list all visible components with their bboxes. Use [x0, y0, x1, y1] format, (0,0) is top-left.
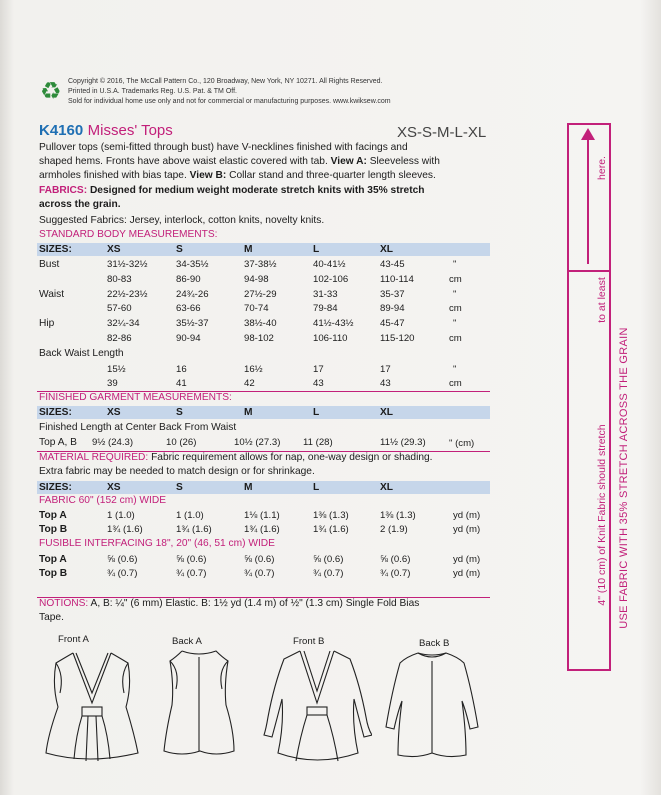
size-header-l: L: [313, 244, 320, 255]
body-measurements-heading: STANDARD BODY MEASUREMENTS:: [39, 229, 218, 240]
measure-cell: 40-41½: [313, 259, 346, 270]
measure-cell: 45-47: [380, 318, 405, 329]
size-header-l: L: [313, 407, 320, 418]
finished-sizes-label: SIZES:: [39, 407, 72, 418]
stretch-here-text: here.: [596, 156, 608, 180]
description-line-3a: armholes finished with bias tape.: [39, 170, 190, 181]
size-header-xl: XL: [380, 482, 394, 493]
material-row-label: Top A: [39, 510, 67, 521]
measure-cell: 89-94: [380, 303, 405, 314]
description-line-1: Pullover tops (semi-fitted through bust) have V-necklines finished with facings and: [39, 142, 408, 153]
measure-cell: 63-66: [176, 303, 201, 314]
measure-cell: 41: [176, 378, 187, 389]
size-header-l: L: [313, 482, 320, 493]
size-header-xs: XS: [107, 244, 121, 255]
notions-line-2: Tape.: [39, 612, 64, 623]
measure-cell: 22½-23½: [107, 289, 148, 300]
measure-cell: 43-45: [380, 259, 405, 270]
finished-sizes-band: [37, 406, 490, 419]
material-cell: 2 (1.9): [380, 524, 408, 535]
body-sizes-label: SIZES:: [39, 244, 72, 255]
measure-unit: ": [453, 259, 457, 270]
measure-cell: 79-84: [313, 303, 338, 314]
size-header-xs: XS: [107, 407, 121, 418]
measure-cell: 42: [244, 378, 255, 389]
measure-cell: 90-94: [176, 333, 201, 344]
material-cell: ⅝ (0.6): [176, 554, 207, 565]
material-line-2: Extra fabric may be needed to match design or for shrinkage.: [39, 466, 315, 477]
fabrics-line-1: [39, 185, 425, 196]
measure-cell: 34-35½: [176, 259, 209, 270]
finished-heading: FINISHED GARMENT MEASUREMENTS:: [39, 392, 232, 403]
measure-unit: cm: [449, 303, 462, 314]
measure-cell: 41½-43½: [313, 318, 354, 329]
material-unit: yd (m): [453, 568, 481, 579]
measure-cell: 31-33: [313, 289, 338, 300]
pattern-name: Misses' Tops: [87, 122, 173, 139]
stretch-arrow-icon: [578, 126, 598, 266]
measure-cell: 86-90: [176, 274, 201, 285]
material-cell: 1 (1.0): [176, 510, 204, 521]
measure-cell: 15½: [107, 364, 126, 375]
measure-cell: 43: [380, 378, 391, 389]
notions-text-1: A, B: ¼" (6 mm) Elastic. B: 1½ yd (1.4 m) of ½" (1.3 cm) Single Fold Bias: [88, 598, 420, 609]
measure-cell: 70-74: [244, 303, 269, 314]
measure-cell: 38½-40: [244, 318, 277, 329]
size-header-xs: XS: [107, 482, 121, 493]
measure-cell: 80-83: [107, 274, 132, 285]
size-header-s: S: [176, 482, 183, 493]
material-sizes-band: [37, 481, 490, 494]
stretch-main-text: 4" (10 cm) of Knit Fabric should stretch: [596, 424, 608, 606]
description-line-2c: Sleeveless with: [366, 156, 440, 167]
body-sizes-band: [37, 243, 490, 256]
measure-cell: 98-102: [244, 333, 274, 344]
material-unit: yd (m): [453, 510, 481, 521]
measure-unit: ": [453, 318, 457, 329]
measure-cell: 43: [313, 378, 324, 389]
finished-subheading: Finished Length at Center Back From Waist: [39, 422, 237, 433]
suggested-fabrics: Suggested Fabrics: Jersey, interlock, cotton knits, novelty knits.: [39, 215, 325, 226]
material-cell: 1⅜ (1.3): [380, 510, 416, 521]
measure-cell: 31½-32½: [107, 259, 148, 270]
view-label-front-b: Front B: [293, 636, 325, 647]
pattern-code: K4160: [39, 122, 84, 139]
material-cell: ⅝ (0.6): [380, 554, 411, 565]
measure-cell: 57-60: [107, 303, 132, 314]
measure-cell: 17: [380, 364, 391, 375]
measure-unit: cm: [449, 333, 462, 344]
material-cell: 1 (1.0): [107, 510, 135, 521]
view-b-label: View B:: [189, 170, 227, 181]
measure-cell: 16: [176, 364, 187, 375]
material-label: MATERIAL REQUIRED:: [39, 452, 149, 463]
interfacing-heading: FUSIBLE INTERFACING 18", 20" (46, 51 cm) WIDE: [39, 538, 275, 549]
view-a-label: View A:: [330, 156, 367, 167]
size-header-m: M: [244, 244, 253, 255]
material-cell: ¾ (0.7): [380, 568, 411, 579]
material-cell: ¾ (0.7): [107, 568, 138, 579]
material-sizes-label: SIZES:: [39, 482, 72, 493]
finished-cell: 10½ (27.3): [234, 437, 281, 448]
finished-cell: 11½ (29.3): [380, 437, 426, 448]
size-header-m: M: [244, 407, 253, 418]
material-row-label: Top B: [39, 524, 68, 535]
finished-cell: 9½ (24.3): [92, 437, 134, 448]
measure-cell: 24¾-26: [176, 289, 209, 300]
measure-cell: 35½-37: [176, 318, 209, 329]
size-header-xl: XL: [380, 407, 394, 418]
measure-cell: 102-106: [313, 274, 349, 285]
measure-cell: 115-120: [380, 333, 415, 344]
material-cell: ¾ (0.7): [176, 568, 207, 579]
view-label-back-b: Back B: [419, 638, 450, 649]
fabrics-text-1: Designed for medium weight moderate stretch knits with 35% stretch: [87, 185, 425, 196]
description-line-2a: shaped hems. Fronts have above waist elastic covered with tab.: [39, 156, 331, 167]
back-a-illustration: [154, 645, 244, 770]
pattern-title: [39, 122, 173, 140]
material-cell: ¾ (0.7): [313, 568, 344, 579]
fabric-width-heading: FABRIC 60" (152 cm) WIDE: [39, 495, 167, 506]
material-cell: ⅝ (0.6): [107, 554, 138, 565]
material-cell: 1⅛ (1.1): [244, 510, 280, 521]
measure-cell: 94-98: [244, 274, 269, 285]
recycle-icon: ♻: [40, 78, 62, 105]
fabrics-line-2: across the grain.: [39, 199, 121, 210]
finished-row-label: Top A, B: [39, 437, 77, 448]
material-cell: ⅝ (0.6): [313, 554, 344, 565]
view-label-back-a: Back A: [172, 636, 202, 647]
material-cell: ¾ (0.7): [244, 568, 275, 579]
measure-cell: 110-114: [380, 274, 414, 285]
finished-cell: 11 (28): [303, 437, 333, 448]
material-row-label: Top B: [39, 568, 68, 579]
finished-cell: 10 (26): [166, 437, 197, 448]
measure-cell: 106-110: [313, 333, 348, 344]
measure-unit: cm: [449, 378, 462, 389]
material-cell: 1⅜ (1.3): [313, 510, 349, 521]
stretch-side-text: USE FABRIC WITH 35% STRETCH ACROSS THE GRAIN: [618, 327, 630, 629]
notions-line-1: [39, 598, 419, 609]
material-unit: yd (m): [453, 554, 481, 565]
size-header-s: S: [176, 244, 183, 255]
material-unit: yd (m): [453, 524, 481, 535]
measure-cell: 17: [313, 364, 324, 375]
copyright-line-1: Copyright © 2016, The McCall Pattern Co., 120 Broadway, New York, NY 10271. All Rights Reserved.: [68, 78, 383, 85]
measure-cell: 16½: [244, 364, 263, 375]
measure-unit: ": [453, 364, 457, 375]
stretch-gauge-divider: [567, 270, 611, 272]
measure-unit: cm: [449, 274, 462, 285]
description-line-3: [39, 170, 436, 181]
description-line-3c: Collar stand and three-quarter length sleeves.: [226, 170, 436, 181]
measure-cell: 27½-29: [244, 289, 277, 300]
sizes-range: XS-S-M-L-XL: [397, 124, 487, 141]
material-cell: ⅝ (0.6): [244, 554, 275, 565]
material-text-1: Fabric requirement allows for nap, one-way design or shading.: [148, 452, 433, 463]
material-cell: 1¾ (1.6): [107, 524, 143, 535]
measure-label: Waist: [39, 289, 65, 300]
material-cell: 1¾ (1.6): [313, 524, 349, 535]
view-label-front-a: Front A: [58, 634, 89, 645]
material-row-label: Top A: [39, 554, 67, 565]
measure-label: Bust: [39, 259, 60, 270]
material-cell: 1¾ (1.6): [176, 524, 212, 535]
material-cell: 1¾ (1.6): [244, 524, 280, 535]
stretch-to-at-least-text: to at least: [596, 277, 608, 323]
copyright-line-2: Printed in U.S.A. Trademarks Reg. U.S. Pat. & TM Off.: [68, 88, 237, 95]
finished-unit: " (cm): [449, 438, 475, 449]
size-header-xl: XL: [380, 244, 394, 255]
measure-cell: 32¼-34: [107, 318, 140, 329]
size-header-m: M: [244, 482, 253, 493]
notions-label: NOTIONS:: [39, 598, 89, 609]
description-line-2: [39, 156, 440, 167]
measure-cell: 37-38½: [244, 259, 277, 270]
measure-cell: 82-86: [107, 333, 132, 344]
copyright-line-3: Sold for individual home use only and not for commercial or manufacturing purposes. www.kwiksew.com: [68, 98, 391, 105]
size-header-s: S: [176, 407, 183, 418]
front-a-illustration: [38, 645, 148, 770]
front-b-illustration: [262, 645, 372, 773]
measure-label: Back Waist Length: [39, 348, 124, 359]
measure-label: Hip: [39, 318, 55, 329]
measure-unit: ": [453, 289, 457, 300]
material-line-1: [39, 452, 433, 463]
back-b-illustration: [382, 647, 482, 772]
fabrics-label: FABRICS:: [39, 185, 88, 196]
measure-cell: 39: [107, 378, 118, 389]
measure-cell: 35-37: [380, 289, 405, 300]
